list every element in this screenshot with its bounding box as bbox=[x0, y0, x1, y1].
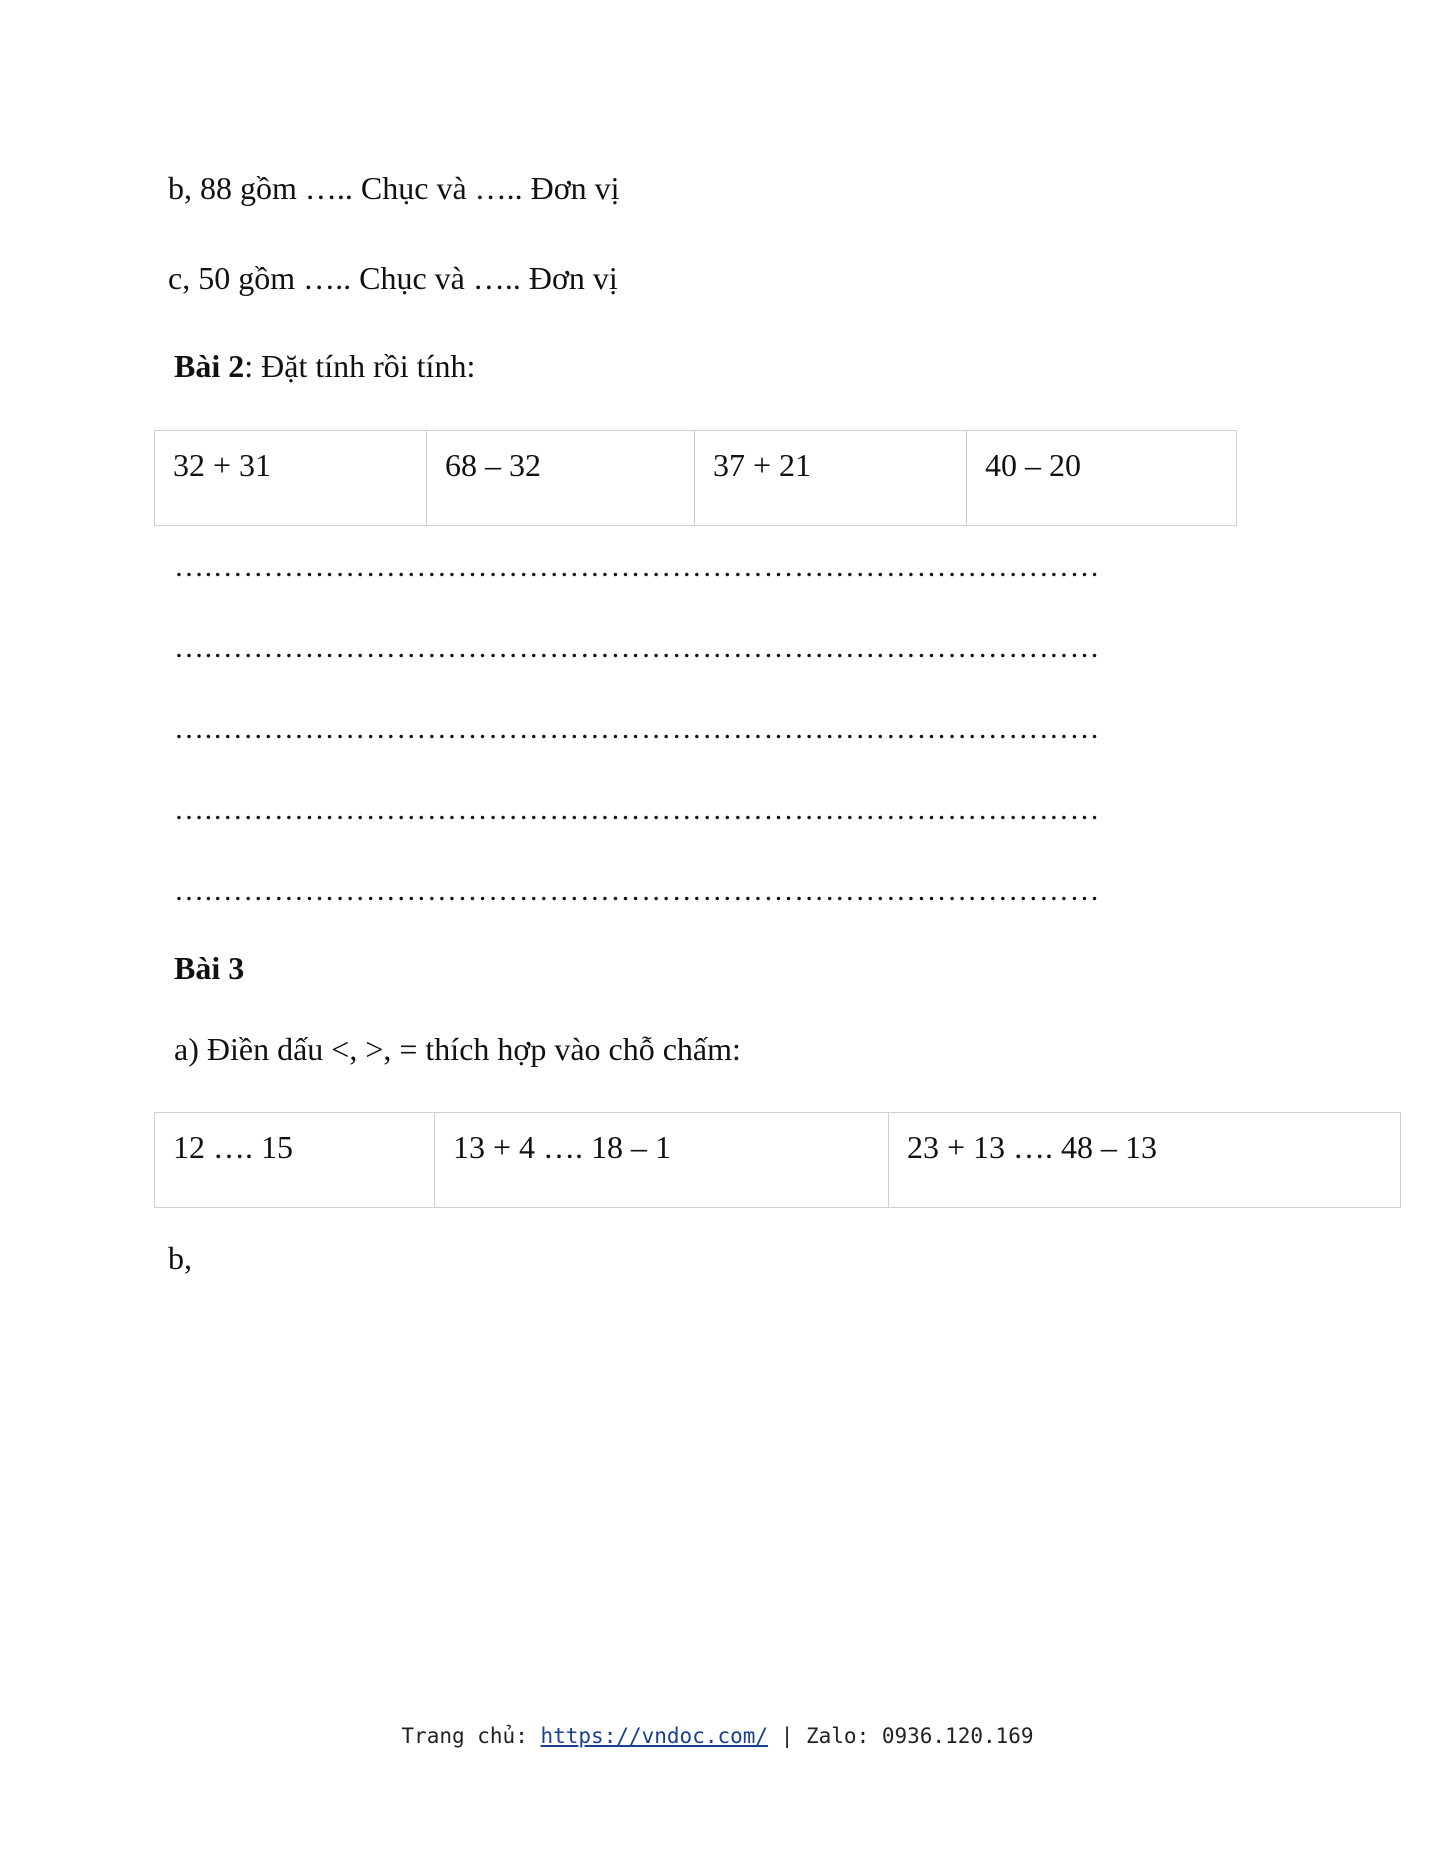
footer-home-link[interactable]: https://vndoc.com/ bbox=[540, 1724, 769, 1748]
table-row bbox=[155, 431, 1237, 526]
bai2-cell-1: 32 + 31 bbox=[155, 431, 427, 526]
bai3-cell-2: 13 + 4 …. 18 – 1 bbox=[435, 1113, 889, 1208]
answer-line-3: ….…………………………………………………………………………… bbox=[174, 712, 1101, 745]
bai3-title: Bài 3 bbox=[174, 950, 245, 986]
bai2-cell-2: 68 – 32 bbox=[427, 431, 695, 526]
bai3-cell-1: 12 …. 15 bbox=[155, 1113, 435, 1208]
exercise-line-c: c, 50 gồm ….. Chục và ….. Đơn vị bbox=[168, 260, 618, 296]
bai3-cell-3: 23 + 13 …. 48 – 13 bbox=[889, 1113, 1401, 1208]
footer-zalo: Zalo: 0936.120.169 bbox=[806, 1724, 1034, 1748]
bai2-cell-3: 37 + 21 bbox=[695, 431, 967, 526]
answer-line-4: ….…………………………………………………………………………… bbox=[174, 793, 1101, 826]
bai3-part-a: a) Điền dấu <, >, = thích hợp vào chỗ chấm: bbox=[174, 1031, 741, 1067]
footer-separator: | bbox=[768, 1724, 806, 1748]
bai2-table bbox=[154, 430, 1237, 526]
bai3-part-b: b, bbox=[168, 1240, 192, 1276]
page-footer bbox=[0, 1724, 1435, 1748]
answer-line-2: ….…………………………………………………………………………… bbox=[174, 631, 1101, 664]
footer-prefix: Trang chủ: bbox=[401, 1724, 541, 1748]
answer-line-1: ….…………………………………………………………………………… bbox=[174, 550, 1101, 583]
bai2-instruction: : Đặt tính rồi tính: bbox=[244, 348, 476, 384]
answer-line-5: ….…………………………………………………………………………… bbox=[174, 874, 1101, 907]
table-row bbox=[155, 1113, 1401, 1208]
exercise-line-b: b, 88 gồm ….. Chục và ….. Đơn vị bbox=[168, 170, 620, 206]
bai2-cell-4: 40 – 20 bbox=[967, 431, 1237, 526]
bai3-table bbox=[154, 1112, 1401, 1208]
bai2-heading bbox=[174, 346, 475, 386]
bai2-title: Bài 2 bbox=[174, 348, 245, 384]
